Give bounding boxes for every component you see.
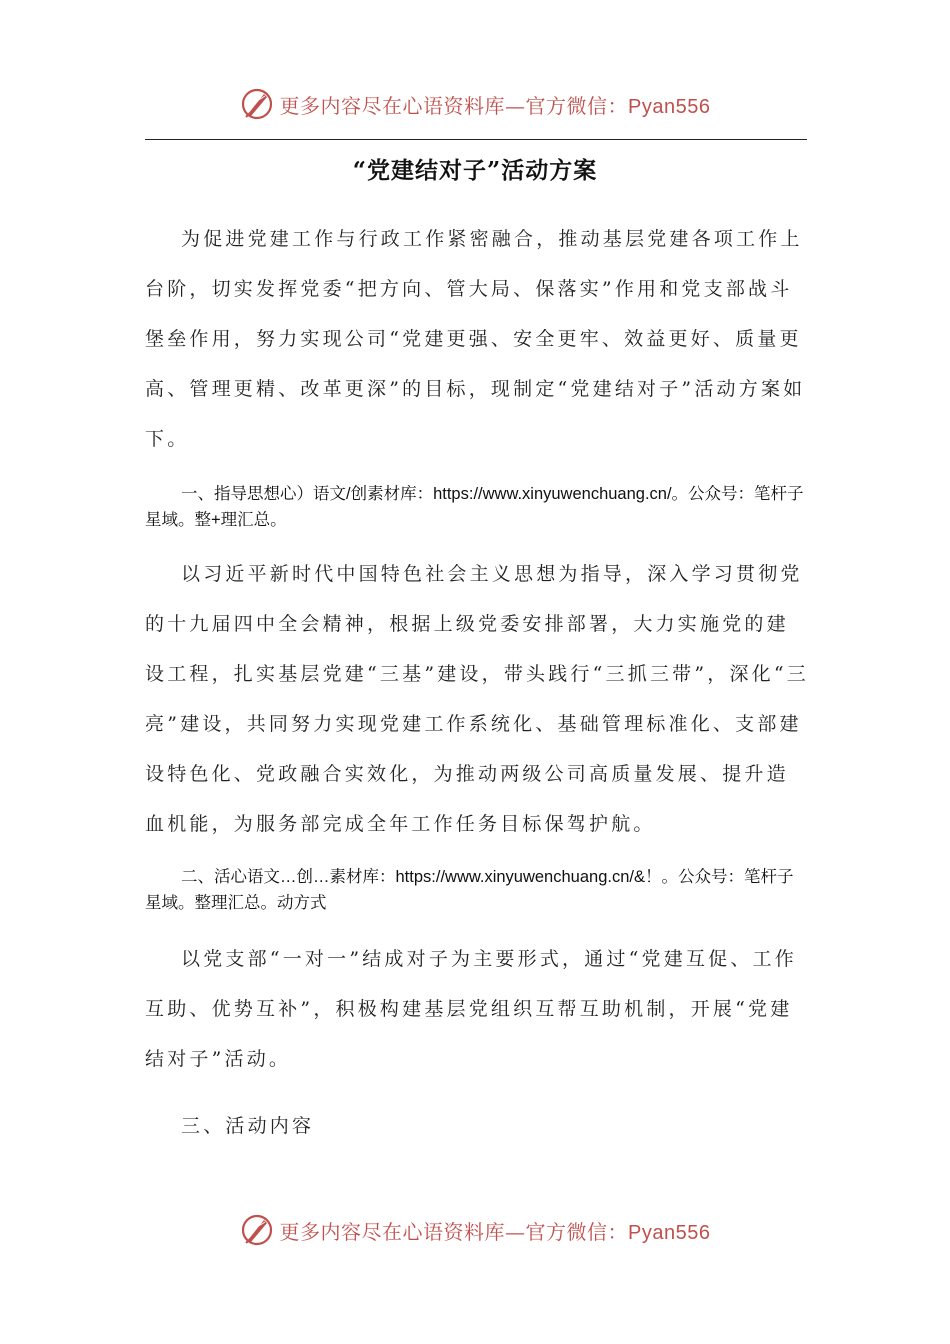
quill-logo-icon [240,1213,274,1247]
header-rule [145,139,807,140]
document-title: “党建结对子”活动方案 [352,157,598,184]
footer-banner-text [280,1216,711,1245]
footer-banner-main: 更多内容尽在心语资料库 [279,1219,506,1244]
header-banner-text [280,90,711,119]
footer-banner-wechat: 官方微信：Pyan556 [525,1221,711,1244]
header-banner-dash: — [505,93,526,118]
header-banner-wechat: 官方微信：Pyan556 [525,95,711,118]
header-banner [0,84,950,124]
paragraph-intro: 为促进党建工作与行政工作紧密融合，推动基层党建各项工作上台阶，切实发挥党委“把方向、管大局、保落实”作用和党支部战斗堡垒作用，努力实现公司“党建更强、安全更牢、效益更好、质量更高、管理更精、改革更深”的目标，现制定“党建结对子”活动方案如下。 [145,228,806,450]
section-heading-guiding-ideology: 一、指导思想心）语文/创素材库：https://www.xinyuwenchuang.cn/。公众号：笔杆子星域。整+理汇总。 [145,485,804,529]
footer-banner-dash: — [505,1219,526,1244]
section-heading-activity-method: 二、活心语文…创…素材库：https://www.xinyuwenchuang.cn/&！。公众号：笔杆子星域。整理汇总。动方式 [145,868,794,912]
paragraph-guiding-ideology: 以习近平新时代中国特色社会主义思想为指导，深入学习贯彻党的十九届四中全会精神，根据上级党委安排部署，大力实施党的建设工程，扎实基层党建“三基”建设，带头践行“三抓三带”，深化“三亮”建设，共同努力实现党建工作系统化、基础管理标准化、支部建设特色化、党政融合实效化，为推动两级公司高质量发展、提升造血机能，为服务部完成全年工作任务目标保驾护航。 [145,563,809,835]
footer-banner [0,1210,950,1250]
quill-logo-icon [240,87,274,121]
paragraph-activity-method: 以党支部“一对一”结成对子为主要形式，通过“党建互促、工作互助、优势互补”，积极构建基层党组织互帮互助机制，开展“党建结对子”活动。 [145,948,797,1070]
section-heading-activity-content: 三、活动内容 [181,1115,315,1137]
header-banner-main: 更多内容尽在心语资料库 [279,93,506,118]
